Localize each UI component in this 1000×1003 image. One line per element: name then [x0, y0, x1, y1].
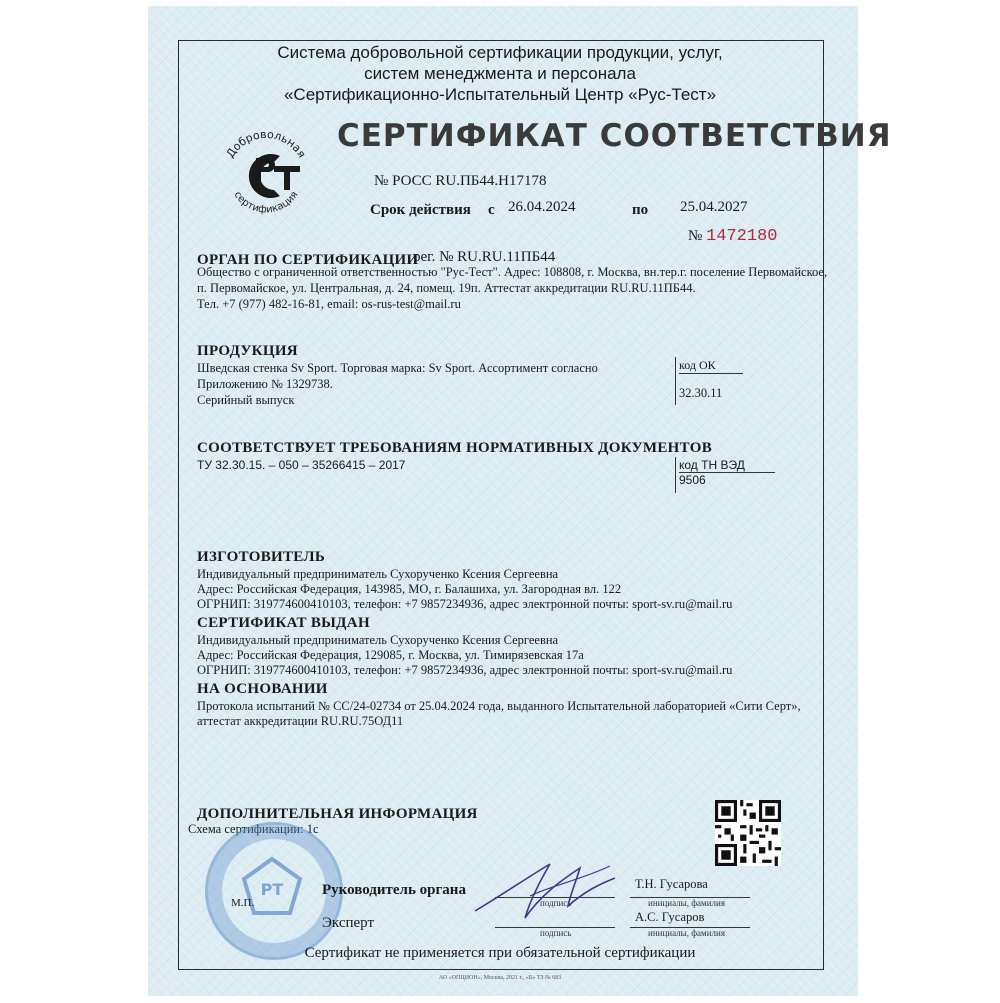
validity-label: Срок действия: [370, 202, 471, 218]
svg-text:РТ: РТ: [260, 880, 284, 899]
organ-line-1: Общество с ограниченной ответственностью "Рус-Тест". Адрес: 108808, г. Москва, вн.тер.г. поселение Первомайское,: [197, 265, 828, 279]
validity-to-label: по: [632, 202, 649, 218]
expert-label: Эксперт: [322, 915, 375, 931]
issued-heading: СЕРТИФИКАТ ВЫДАН: [197, 615, 370, 631]
certificate-title: СЕРТИФИКАТ СООТВЕТСТВИЯ: [337, 118, 892, 154]
head-signature-caption: подпись: [540, 898, 572, 908]
issued-line-2: Адрес: Российская Федерация, 129085, г. Москва, ул. Тимирязевская 17а: [197, 648, 584, 662]
logo-top-text: Добровольная: [223, 127, 309, 161]
cert-number-label: №: [374, 173, 389, 189]
issued-line-3: ОГРНИП: 319774600410103, телефон: +7 9857234936, адрес электронной почты: sport-sv.ru@mail.ru: [197, 663, 733, 677]
expert-name: А.С. Гусаров: [635, 910, 705, 924]
basis-heading: НА ОСНОВАНИИ: [197, 681, 328, 697]
product-line-1: Шведская стенка Sv Sport. Торговая марка: Sv Sport. Ассортимент согласно: [197, 361, 598, 375]
manufacturer-line-1: Индивидуальный предприниматель Сухорученко Ксения Сергеевна: [197, 567, 559, 581]
stamp-place-label: М.П.: [231, 897, 255, 909]
logo-bottom-text: сертификация: [231, 189, 301, 216]
validity-from-date: 26.04.2024: [508, 199, 576, 215]
qr-code-icon: [715, 800, 781, 866]
organ-heading: ОРГАН ПО СЕРТИФИКАЦИИ: [197, 252, 419, 268]
validity-to-date: 25.04.2027: [680, 199, 748, 215]
print-imprint: АО «ОПЦИОН», Москва, 2021 г., «Б» ТЗ № 683: [438, 975, 562, 981]
footer-notice: Сертификат не применяется при обязательной сертификации: [304, 945, 696, 961]
compliance-heading: СООТВЕТСТВУЕТ ТРЕБОВАНИЯМ НОРМАТИВНЫХ ДОКУМЕНТОВ: [197, 440, 713, 456]
product-line-2: Приложению № 1329738.: [197, 377, 333, 391]
ok-divider: [675, 357, 676, 405]
rus-test-logo-icon: [218, 126, 314, 222]
head-name: Т.Н. Гусарова: [635, 877, 708, 891]
validity-from-label: с: [488, 202, 495, 218]
product-heading: ПРОДУКЦИЯ: [197, 343, 298, 359]
manufacturer-line-2: Адрес: Российская Федерация, 143985, МО, г. Балашиха, ул. Загородная вл. 122: [197, 582, 622, 596]
blank-number-label: №: [688, 228, 703, 244]
compliance-document: ТУ 32.30.15. – 050 – 35266415 – 2017: [197, 458, 406, 472]
manufacturer-heading: ИЗГОТОВИТЕЛЬ: [197, 549, 326, 565]
expert-signature-caption: подпись: [540, 928, 572, 938]
blank-number: 1472180: [706, 227, 778, 246]
stamp-emblem-icon: [240, 855, 304, 919]
system-name-line-3: «Сертификационно-Испытательный Центр «Рус-Тест»: [283, 85, 717, 104]
tnved-code-value: 9506: [679, 473, 706, 487]
tnved-divider: [675, 457, 676, 493]
tnved-code-label: код ТН ВЭД: [679, 458, 775, 473]
expert-name-caption: инициалы, фамилия: [648, 928, 725, 938]
certification-scheme: Схема сертификации: 1с: [188, 822, 319, 836]
system-name-line-2: систем менеджмента и персонала: [364, 64, 636, 83]
issued-line-1: Индивидуальный предприниматель Сухорученко Ксения Сергеевна: [197, 633, 559, 647]
organ-line-3: Тел. +7 (977) 482-16-81, email: os-rus-test@mail.ru: [197, 297, 461, 311]
basis-line-2: аттестат аккредитации RU.RU.75ОД11: [197, 714, 404, 728]
cert-number: РОСС RU.ПБ44.Н17178: [392, 173, 547, 189]
additional-heading: ДОПОЛНИТЕЛЬНАЯ ИНФОРМАЦИЯ: [197, 806, 478, 822]
product-line-3: Серийный выпуск: [197, 393, 295, 407]
ok-code-value: 32.30.11: [679, 386, 723, 400]
organ-reg-number: рег. № RU.RU.11ПБ44: [413, 249, 556, 265]
head-of-organ-label: Руководитель органа: [322, 882, 466, 898]
handwritten-signature: [470, 856, 620, 928]
head-name-caption: инициалы, фамилия: [648, 898, 725, 908]
ok-code-label: код ОК: [679, 358, 743, 374]
organ-line-2: п. Первомайское, ул. Центральная, д. 24, помещ. 19п. Аттестат аккредитации RU.RU.11ПБ44.: [197, 281, 696, 295]
basis-line-1: Протокола испытаний № СС/24-02734 от 25.04.2024 года, выданного Испытательной лабораторией «Сити Серт»,: [197, 699, 801, 713]
manufacturer-line-3: ОГРНИП: 319774600410103, телефон: +7 9857234936, адрес электронной почты: sport-sv.ru@mail.ru: [197, 597, 733, 611]
system-name-line-1: Система добровольной сертификации продукции, услуг,: [277, 43, 723, 62]
